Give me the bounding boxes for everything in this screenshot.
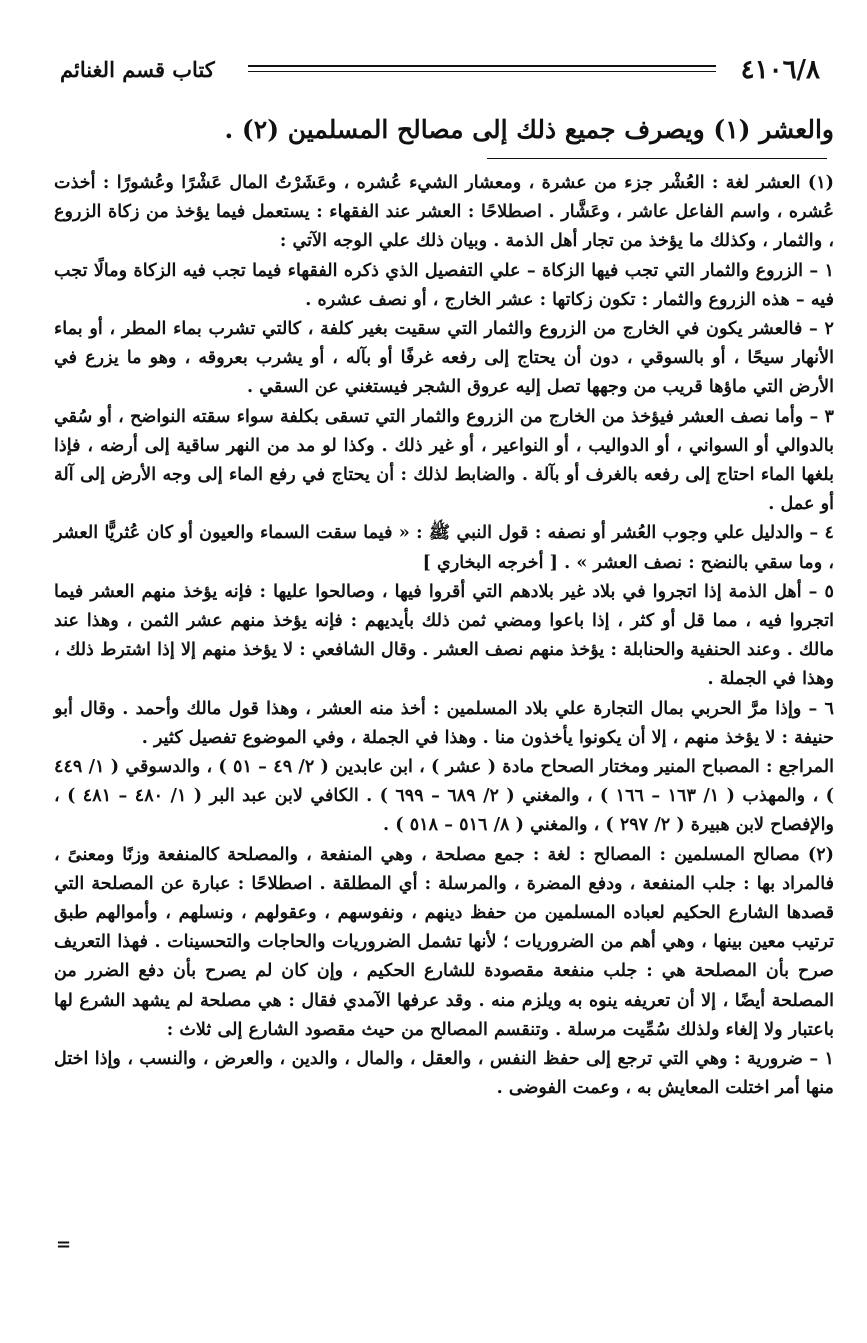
footnote-separator — [487, 158, 827, 159]
footnote-paragraph: ٥ – أهل الذمة إذا اتجروا في بلاد غير بلادهم التي أقروا فيها ، وصالحوا عليها : فإنه يؤخذ منهم العشر فيما اتجروا فيه ، مما قل أو كثر ، إذا باعوا ومضي ثمن ذلك بأيديهم : فإنه يؤخذ منهم عشر الثمن ، وهذا عند مالك . وعند الحنفية والحنابلة : يؤخذ منهم نصف العشر . وقال الشافعي : لا يؤخذ منهم إلا إذا اشترط ذلك ، وهذا في الجملة . — [54, 580, 834, 690]
header-rule-thin — [248, 71, 716, 72]
continuation-mark: = — [56, 1234, 72, 1255]
book-title: كتاب قسم الغنائم — [60, 57, 215, 82]
footnote-paragraph: ٣ – وأما نصف العشر فيؤخذ من الخارج من الزروع والثمار التي تسقى بكلفة سواء سقته النواضح ، أو سُقي بالدوالي أو السواني ، أو الدواليب ، أو النواعير ، أو غير ذلك . وكذا لو مد من النهر ساقية إلى أرضه ، فإذا بلغها الماء احتاج إلى رفعه بالغرف أو بآلة . والضابط لذلك : أن يحتاج في رفع الماء إلى وجه الأرض إلى آلة أو عمل . — [54, 405, 834, 515]
footnote-paragraph: ٤ – والدليل علي وجوب العُشر أو نصفه : قول النبي ﷺ : « فيما سقت السماء والعيون أو كان عُثريًّا العشر ، وما سقي بالنضح : نصف العشر » . [ أخرجه البخاري ] — [54, 522, 834, 573]
page-number: ٤١٠٦/٨ — [740, 55, 820, 85]
main-text: والعشر (١) ويصرف جميع ذلك إلى مصالح المسلمين (٢) . — [224, 115, 834, 144]
footnote-references: المراجع : المصباح المنير ومختار الصحاح مادة ( عشر ) ، ابن عابدين ( ٢/ ٤٩ – ٥١ ) ، والدسوقي ( ١/ ٤٤٩ ) ، والمهذب ( ١/ ١٦٣ – ١٦٦ ) ، والمغني ( ٢/ ٦٨٩ – ٦٩٩ ) . الكافي لابن عبد البر ( ١/ ٤٨٠ – ٤٨١ ) ، والإفصاح لابن هبيرة ( ٢/ ٢٩٧ ) ، والمغني ( ٨/ ٥١٦ – ٥١٨ ) . — [54, 756, 834, 836]
footnote-paragraph: (٢) مصالح المسلمين : المصالح : لغة : جمع مصلحة ، وهي المنفعة ، والمصلحة كالمنفعة وزنًا ومعنىً ، فالمراد بها : جلب المنفعة ، ودفع المضرة ، والمرسلة : أي المطلقة . اصطلاحًا : عبارة عن المصلحة التي قصدها الشارع الحكيم لعباده المسلمين من حفظ دينهم ، ونفوسهم ، وعقولهم ، ونسلهم ، وأموالهم طبق ترتيب معين بينها ، وهي أهم من الضروريات ؛ لأنها تشمل الضروريات والحاجات والتحسينات . فهذا التعريف صرح بأن المصلحة هي : جلب منفعة مقصودة للشارع الحكيم ، وإن كان لم يصرح بأن دفع الضرر من المصلحة أيضًا ، إلا أن تعريفه ينوه به ويلزم منه . وقد عرفها الآمدي فقال : هي مصلحة لم يشهد الشرع لها باعتبار ولا إلغاء ولذلك سُمِّيت مرسلة . وتنقسم المصالح من حيث مقصود الشارع إلى ثلاث : — [54, 843, 834, 1040]
footnote-paragraph: ٦ – وإذا مرَّ الحربي بمال التجارة علي بلاد المسلمين : أخذ منه العشر ، وهذا قول مالك وأحمد . وقال أبو حنيفة : لا يؤخذ منهم ، إلا أن يكونوا يأخذون منا . وهذا في الجملة ، وفي الموضوع تفصيل كثير . — [54, 697, 834, 748]
footnote-paragraph: ١ – ضرورية : وهي التي ترجع إلى حفظ النفس ، والعقل ، والمال ، والدين ، والعرض ، والنسب ، وإذا اختل منها أمر اختلت المعايش به ، وعمت الفوضى . — [54, 1048, 834, 1099]
footnote-paragraph: ٢ – فالعشر يكون في الخارج من الزروع والثمار التي سقيت بغير كلفة ، كالتي تشرب بماء المطر ، أو بماء الأنهار سيحًا ، أو بالسوقي ، دون أن يحتاج إلى رفعه غرفًا أو بآله ، أو يشرب بعروقه ، وهو ما يزرع في الأرض التي ماؤها قريب من وجهها تصل إليه عروق الشجر فيستغني عن السقي . — [54, 318, 834, 398]
footnote-paragraph: ١ – الزروع والثمار التي تجب فيها الزكاة – علي التفصيل الذي ذكره الفقهاء فيما تجب فيه الزكاة ومالًا تجب فيه – هذه الزروع والثمار : تكون زكاتها : عشر الخارج ، أو نصف عشره . — [54, 259, 834, 310]
header-rule — [248, 65, 716, 67]
footnote-paragraph: (١) العشر لغة : العُشْر جزء من عشرة ، ومعشار الشيء عُشره ، وعَشَرْتُ المال عَشْرًا وعُشورًا : أخذت عُشره ، واسم الفاعل عاشر ، وعَشَّار . اصطلاحًا : العشر عند الفقهاء : يستعمل فيما يؤخذ من زكاة الزروع ، والثمار ، وكذلك ما يؤخذ من تجار أهل الذمة . وبيان ذلك علي الوجه الآتي : — [54, 172, 834, 252]
page-header — [58, 52, 828, 92]
footnotes — [54, 168, 834, 1103]
